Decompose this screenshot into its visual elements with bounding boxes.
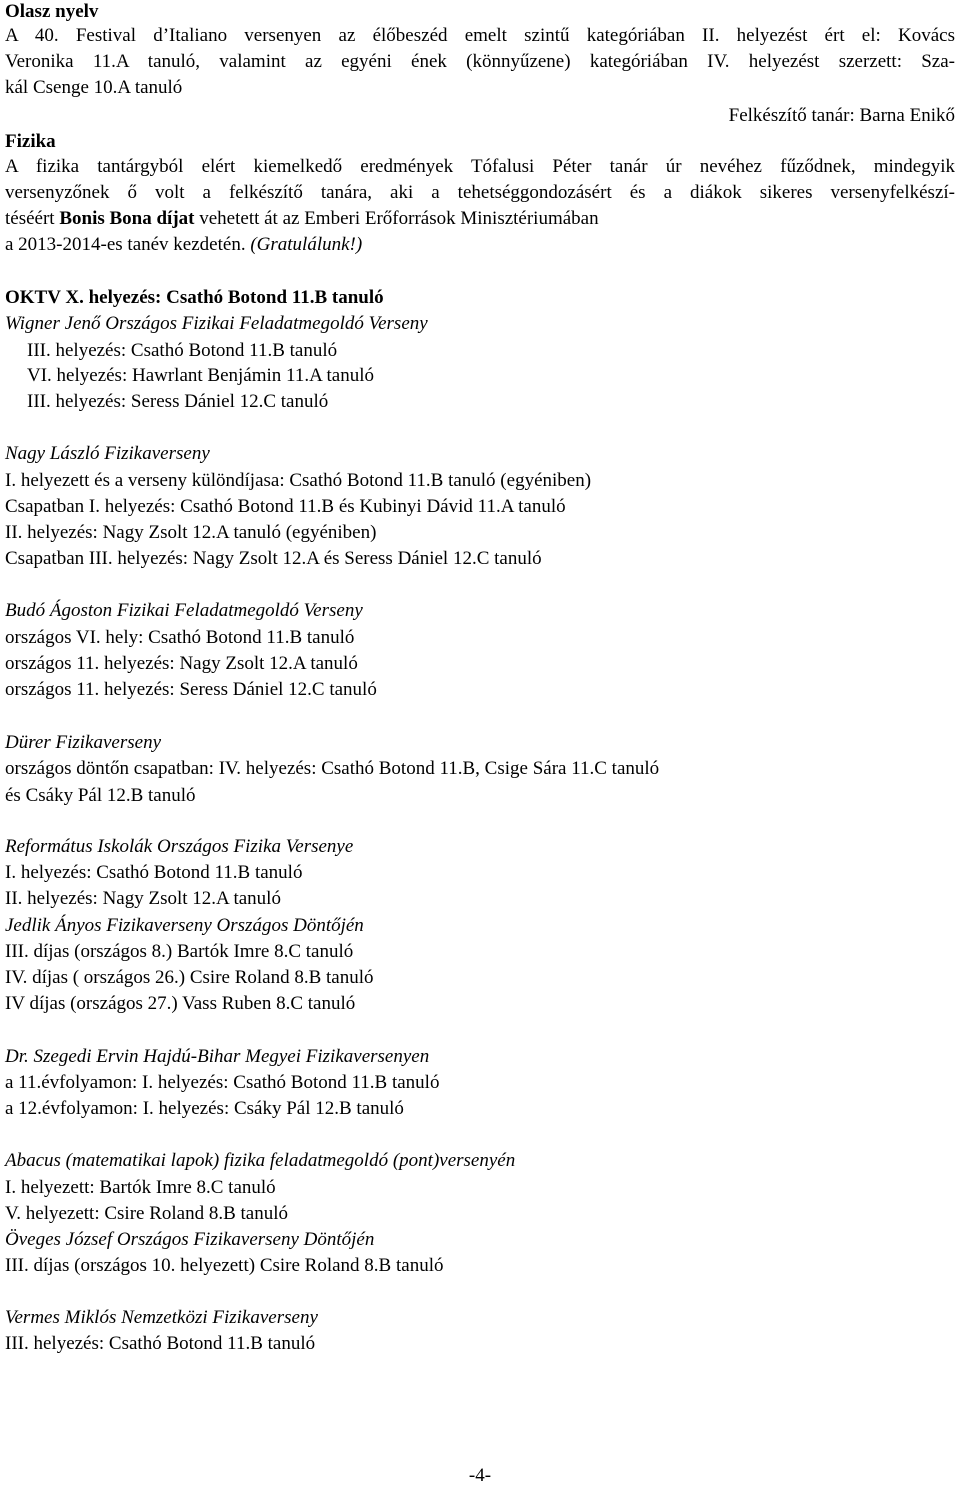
paragraph-line: A 40. Festival d’Italiano versenyen az élőbeszéd emelt szintű kategóriában II. helyezést ért el: Kovács	[5, 25, 955, 46]
result-line: a 12.évfolyamon: I. helyezés: Csáky Pál 12.B tanuló	[5, 1098, 404, 1119]
paragraph-line: versenyzőnek ő volt a felkészítő tanára, aki a tehetséggondozásért és a diákok sikeres versenyfelkészí-	[5, 182, 955, 203]
page-number: -4-	[468, 1465, 492, 1486]
competition-title: Jedlik Ányos Fizikaverseny Országos Döntőjén	[5, 915, 364, 936]
result-line: országos VI. hely: Csathó Botond 11.B tanuló	[5, 627, 355, 648]
result-line: és Csáky Pál 12.B tanuló	[5, 785, 196, 806]
result-line: IV díjas (országos 27.) Vass Ruben 8.C tanuló	[5, 993, 356, 1014]
result-line: VI. helyezés: Hawrlant Benjámin 11.A tanuló	[27, 365, 375, 386]
result-line: országos döntőn csapatban: IV. helyezés: Csathó Botond 11.B, Csige Sára 11.C tanuló	[5, 758, 660, 779]
oktv-result: OKTV X. helyezés: Csathó Botond 11.B tanuló	[5, 287, 384, 308]
result-line: III. díjas (országos 10. helyezett) Csire Roland 8.B tanuló	[5, 1255, 444, 1276]
competition-title: Nagy László Fizikaverseny	[5, 443, 210, 464]
text-run: a 2013-2014-es tanév kezdetén.	[5, 234, 251, 255]
competition-title: Wigner Jenő Országos Fizikai Feladatmegoldó Verseny	[5, 313, 428, 334]
result-line: III. díjas (országos 8.) Bartók Imre 8.C tanuló	[5, 941, 354, 962]
congratulation-text: (Gratulálunk!)	[250, 234, 363, 255]
paragraph-line: kál Csenge 10.A tanuló	[5, 77, 183, 98]
result-line: I. helyezés: Csathó Botond 11.B tanuló	[5, 862, 303, 883]
paragraph-line: Veronika 11.A tanuló, valamint az egyéni ének (könnyűzene) kategóriában IV. helyezést szerzett: Sza-	[5, 51, 955, 72]
section-heading-olasz: Olasz nyelv	[5, 1, 99, 22]
teacher-credit: Felkészítő tanár: Barna Enikő	[728, 105, 955, 126]
competition-title: Öveges József Országos Fizikaverseny Döntőjén	[5, 1229, 375, 1250]
result-line: IV. díjas ( országos 26.) Csire Roland 8.B tanuló	[5, 967, 374, 988]
result-line: I. helyezett: Bartók Imre 8.C tanuló	[5, 1177, 276, 1198]
text-run: téséért	[5, 208, 60, 229]
result-line: III. helyezés: Csathó Botond 11.B tanuló	[27, 340, 338, 361]
result-line: III. helyezés: Csathó Botond 11.B tanuló	[5, 1333, 316, 1354]
paragraph-line	[5, 207, 599, 231]
competition-title: Vermes Miklós Nemzetközi Fizikaverseny	[5, 1307, 318, 1328]
result-line: I. helyezett és a verseny különdíjasa: Csathó Botond 11.B tanuló (egyéniben)	[5, 470, 592, 491]
section-heading-fizika: Fizika	[5, 131, 56, 152]
result-line: II. helyezés: Nagy Zsolt 12.A tanuló (egyéniben)	[5, 522, 377, 543]
result-line: II. helyezés: Nagy Zsolt 12.A tanuló	[5, 888, 281, 909]
award-name: Bonis Bona díjat	[59, 208, 195, 229]
result-line: országos 11. helyezés: Nagy Zsolt 12.A tanuló	[5, 653, 358, 674]
competition-title: Dürer Fizikaverseny	[5, 732, 161, 753]
result-line: országos 11. helyezés: Seress Dániel 12.C tanuló	[5, 679, 377, 700]
competition-title: Abacus (matematikai lapok) fizika feladatmegoldó (pont)versenyén	[5, 1150, 516, 1171]
paragraph-line: A fizika tantárgyból elért kiemelkedő eredmények Tófalusi Péter tanár úr nevéhez fűződnek, mindegyik	[5, 156, 955, 177]
result-line: III. helyezés: Seress Dániel 12.C tanuló	[27, 391, 329, 412]
result-line: Csapatban I. helyezés: Csathó Botond 11.B és Kubinyi Dávid 11.A tanuló	[5, 496, 566, 517]
result-line: V. helyezett: Csire Roland 8.B tanuló	[5, 1203, 289, 1224]
text-run: vehetett át az Emberi Erőforrások Minisztériumában	[194, 208, 599, 229]
competition-title: Dr. Szegedi Ervin Hajdú-Bihar Megyei Fizikaversenyen	[5, 1046, 430, 1067]
competition-title: Budó Ágoston Fizikai Feladatmegoldó Verseny	[5, 600, 363, 621]
result-line: Csapatban III. helyezés: Nagy Zsolt 12.A és Seress Dániel 12.C tanuló	[5, 548, 542, 569]
paragraph-line	[5, 233, 362, 257]
result-line: a 11.évfolyamon: I. helyezés: Csathó Botond 11.B tanuló	[5, 1072, 440, 1093]
competition-title: Református Iskolák Országos Fizika Versenye	[5, 836, 354, 857]
